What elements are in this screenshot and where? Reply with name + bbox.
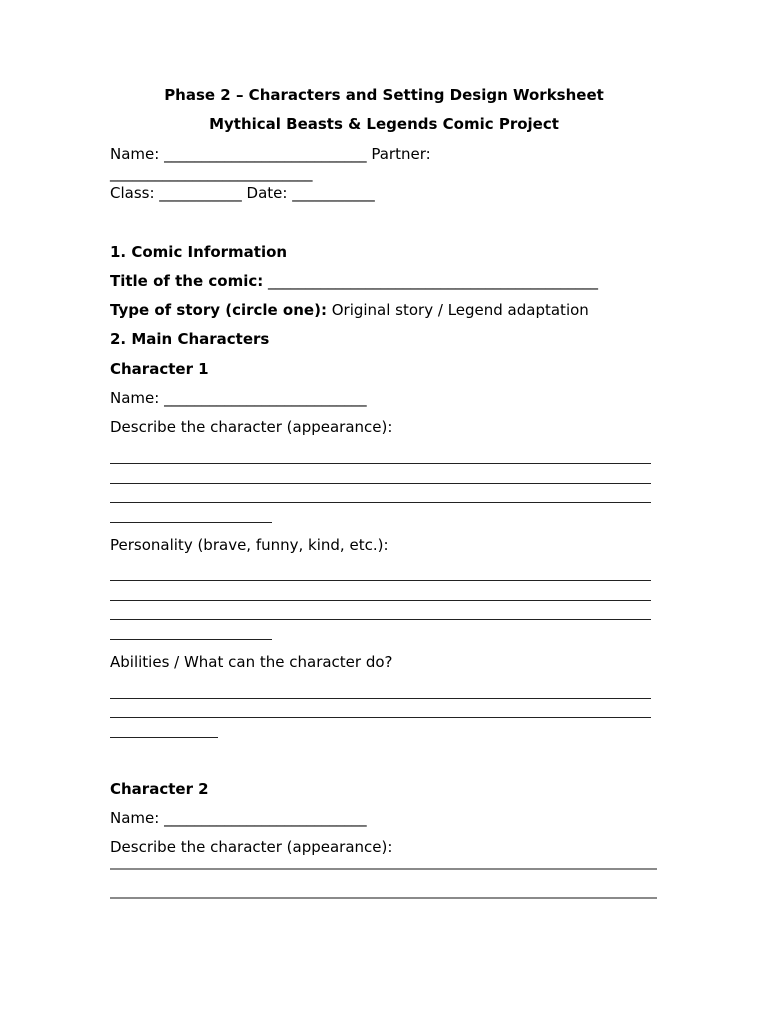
character-1-appearance-prompt: Describe the character (appearance): [110, 418, 393, 436]
character-2-appearance-prompt: Describe the character (appearance): [110, 838, 393, 856]
personality-answer-line [110, 619, 651, 620]
character-2-answer-line [110, 897, 657, 899]
personality-answer-line [110, 580, 651, 581]
worksheet-title: Phase 2 – Characters and Setting Design Worksheet [164, 86, 604, 104]
character-1-personality-prompt: Personality (brave, funny, kind, etc.): [110, 536, 389, 554]
appearance-answer-line [110, 483, 651, 484]
character-2-name-line: Name: ___________________________ [110, 809, 367, 827]
comic-title-blank: ____________________________________________ [263, 272, 599, 290]
story-type-label: Type of story (circle one): [110, 301, 327, 319]
abilities-answer-line [110, 698, 651, 699]
project-subtitle: Mythical Beasts & Legends Comic Project [209, 115, 559, 133]
comic-title-label: Title of the comic: [110, 272, 264, 290]
appearance-answer-line [110, 522, 272, 523]
character-2-answer-line [110, 868, 657, 870]
appearance-answer-line [110, 463, 651, 464]
character-1-heading: Character 1 [110, 360, 209, 378]
character-1-abilities-prompt: Abilities / What can the character do? [110, 653, 393, 671]
story-type-options: Original story / Legend adaptation [326, 301, 589, 319]
partner-blank-line: ___________________________ [110, 164, 313, 182]
name-partner-line: Name: ___________________________ Partner: [110, 145, 431, 163]
character-2-heading: Character 2 [110, 780, 209, 798]
abilities-answer-line [110, 737, 218, 738]
section-heading-comic-information: 1. Comic Information [110, 243, 288, 261]
class-date-line: Class: ___________ Date: ___________ [110, 184, 375, 202]
comic-title-field [110, 272, 598, 290]
character-1-name-line: Name: ___________________________ [110, 389, 367, 407]
personality-answer-line [110, 600, 651, 601]
section-heading-main-characters: 2. Main Characters [110, 330, 270, 348]
personality-answer-line [110, 639, 272, 640]
appearance-answer-line [110, 502, 651, 503]
story-type-field [110, 301, 589, 319]
abilities-answer-line [110, 717, 651, 718]
